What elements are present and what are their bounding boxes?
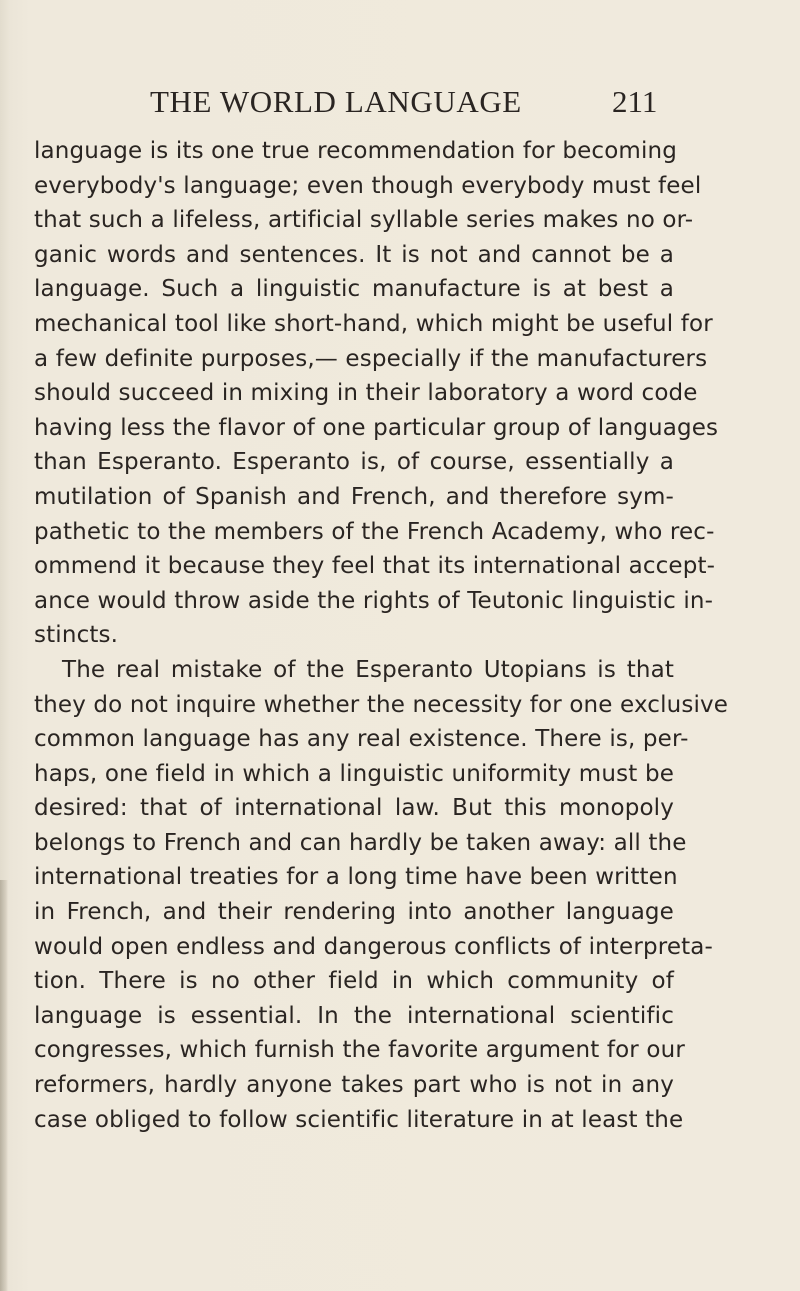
page-number: 211 bbox=[612, 84, 658, 119]
running-head: THE WORLD LANGUAGE bbox=[150, 84, 522, 119]
text-line: everybody's language; even though everybody must feel bbox=[34, 172, 702, 199]
text-line: should succeed in mixing in their laboratory a word code bbox=[34, 380, 698, 407]
text-line: language is its one true recommendation for becoming bbox=[34, 138, 677, 164]
text-line: pathetic to the members of the French Academy, who rec- bbox=[34, 518, 715, 545]
page-header bbox=[0, 84, 800, 124]
text-line: than Esperanto. Esperanto is, of course, essentially a bbox=[34, 449, 674, 476]
text-line: reformers, hardly anyone takes part who is not in any bbox=[34, 1072, 674, 1099]
text-line: ommend it because they feel that its international accept- bbox=[34, 553, 716, 580]
text-line: mechanical tool like short-hand, which might be useful for bbox=[34, 310, 713, 337]
page-edge-shadow bbox=[0, 880, 8, 1291]
text-line: ganic words and sentences. It is not and cannot be a bbox=[34, 241, 674, 268]
text-line: international treaties for a long time have been written bbox=[34, 864, 678, 891]
text-line: tion. There is no other field in which community of bbox=[34, 968, 674, 995]
text-line: common language has any real existence. There is, per- bbox=[34, 726, 689, 753]
text-line: congresses, which furnish the favorite argument for our bbox=[34, 1037, 685, 1064]
text-line: a few definite purposes,— especially if the manufacturers bbox=[34, 345, 708, 372]
text-line: they do not inquire whether the necessity for one exclusive bbox=[34, 691, 729, 718]
text-line: stincts. bbox=[34, 622, 119, 649]
text-line: belongs to French and can hardly be taken away: all the bbox=[34, 829, 687, 856]
text-line: desired: that of international law. But this monopoly bbox=[34, 795, 674, 822]
text-line: language is essential. In the international scientific bbox=[34, 1002, 674, 1029]
text-line: The real mistake of the Esperanto Utopians is that bbox=[62, 656, 674, 683]
text-line: mutilation of Spanish and French, and therefore sym- bbox=[34, 483, 674, 510]
text-line: case obliged to follow scientific literature in at least the bbox=[34, 1106, 684, 1133]
text-line: ance would throw aside the rights of Teutonic linguistic in- bbox=[34, 587, 714, 614]
body-text bbox=[34, 134, 729, 1137]
text-line: haps, one field in which a linguistic uniformity must be bbox=[34, 760, 674, 787]
text-line: that such a lifeless, artificial syllable series makes no or- bbox=[34, 207, 694, 234]
text-line: would open endless and dangerous conflicts of interpreta- bbox=[34, 933, 713, 960]
text-line: in French, and their rendering into another language bbox=[34, 899, 674, 926]
text-line: having less the flavor of one particular group of languages bbox=[34, 414, 719, 441]
text-line: language. Such a linguistic manufacture is at best a bbox=[34, 276, 674, 303]
